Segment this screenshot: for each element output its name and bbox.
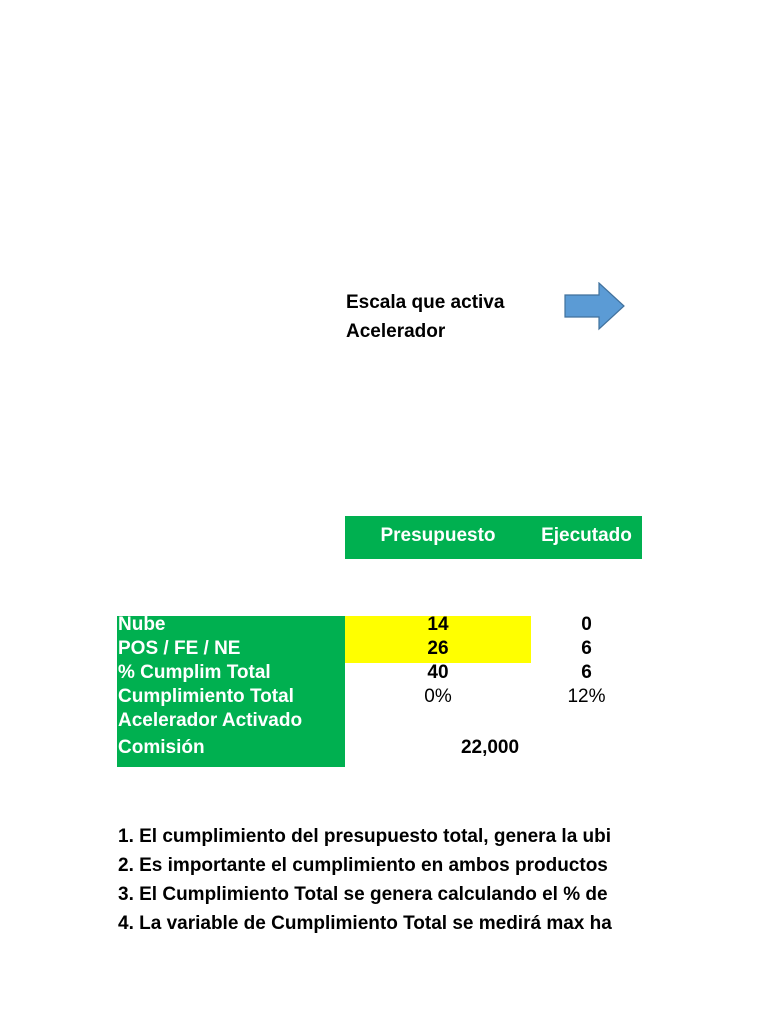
escala-line-2: Acelerador [346, 321, 446, 342]
escala-label [346, 288, 546, 346]
row-label-acelerador: Acelerador Activado [118, 710, 303, 731]
row-label-nube: Nube [118, 614, 166, 635]
cell-presupuesto-cumplim: 40 [427, 662, 449, 683]
cell-ejecutado-nube: 0 [581, 614, 592, 635]
cell-ejecutado-pos: 6 [581, 638, 592, 659]
header-presupuesto: Presupuesto [380, 525, 496, 546]
notes-list [0, 820, 642, 940]
note-2: 2. Es importante el cumplimiento en ambos productos [118, 855, 608, 876]
row-label-pos: POS / FE / NE [118, 638, 241, 659]
note-4: 4. La variable de Cumplimiento Total se medirá max ha [118, 913, 612, 934]
escala-line-1: Escala que activa [346, 292, 505, 313]
cell-ejecutado-cumplimiento-total: 12% [567, 686, 606, 707]
right-arrow-icon [563, 282, 627, 332]
cell-comision-value: 22,000 [460, 737, 520, 758]
header-ejecutado: Ejecutado [541, 525, 632, 546]
row-label-comision: Comisión [118, 737, 205, 758]
cell-presupuesto-pos: 26 [427, 638, 449, 659]
note-1: 1. El cumplimiento del presupuesto total, genera la ubi [118, 826, 612, 847]
note-3: 3. El Cumplimiento Total se genera calculando el % de [118, 884, 608, 905]
cell-ejecutado-cumplim: 6 [581, 662, 592, 683]
table-header [345, 516, 642, 559]
row-label-cumplim: % Cumplim Total [118, 662, 271, 683]
row-label-cumplimiento-total: Cumplimiento Total [118, 686, 294, 707]
cell-presupuesto-nube: 14 [427, 614, 449, 635]
cell-presupuesto-cumplimiento-total: 0% [424, 686, 452, 707]
